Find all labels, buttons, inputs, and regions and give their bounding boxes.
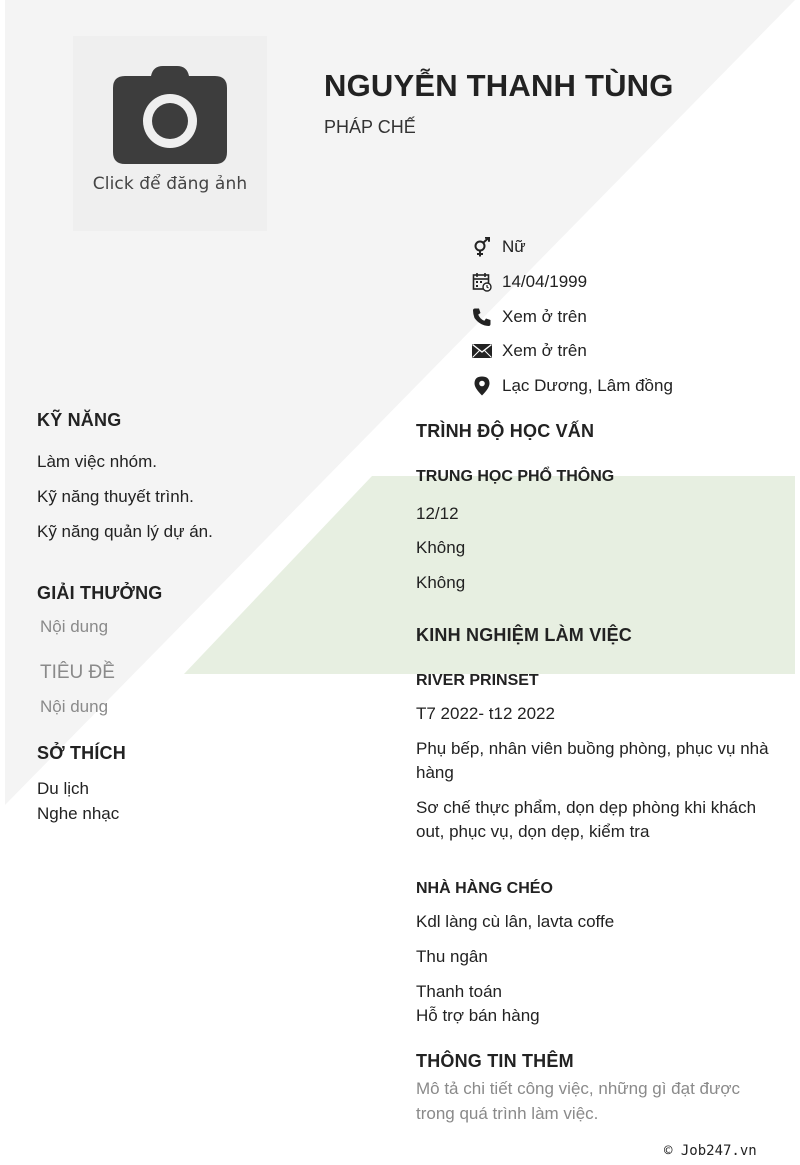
list-item: Kỹ năng quản lý dự án. [37,522,213,541]
list-item: Nghe nhạc [37,804,120,823]
location-pin-icon [471,375,493,397]
camera-icon [111,64,229,168]
awards-content-2: Nội dung [40,697,109,716]
job-entry [416,880,776,1028]
email-value: Xem ở trên [502,341,587,361]
hobbies-title: SỞ THÍCH [37,743,126,763]
awards-title: GIẢI THƯỞNG [37,583,163,603]
candidate-name: NGUYỄN THANH TÙNG [324,68,674,103]
job-period: T7 2022- t12 2022 [416,704,555,723]
awards-content: Nội dung [40,617,109,636]
extra-info-content: Mô tả chi tiết công việc, những gì đạt được trong quá trình làm việc. [416,1079,741,1123]
job-position: PHÁP CHẾ [324,117,416,137]
contact-email [471,334,673,369]
list-item: Du lịch [37,779,89,798]
job-entry [416,672,776,855]
contact-birthday [471,265,673,300]
job-role: Thu ngân [416,947,488,966]
photo-caption: Click để đăng ảnh [92,174,248,194]
job-location: Kdl làng cù lân, lavta coffe [416,912,615,931]
address-value: Lạc Dương, Lâm đồng [502,376,673,396]
calendar-icon [471,271,493,293]
extra-info-title: THÔNG TIN THÊM [416,1051,574,1071]
experience-title: KINH NGHIỆM LÀM VIỆC [416,625,633,645]
job-company: RIVER PRINSET [416,672,539,689]
mail-icon [471,340,493,362]
education-line: Không [416,573,466,592]
skills-title: KỸ NĂNG [37,410,122,430]
skills-list [37,450,213,555]
hobbies-list [37,776,119,826]
education-line: Không [416,538,466,557]
job-description: Thanh toán Hỗ trợ bán hàng [416,982,540,1025]
awards-subtitle: TIÊU ĐỀ [40,662,115,683]
list-item: Kỹ năng thuyết trình. [37,487,194,506]
education-line: 12/12 [416,504,459,523]
contact-list [471,230,673,403]
phone-value: Xem ở trên [502,306,587,326]
list-item: Làm việc nhóm. [37,452,157,471]
contact-gender [471,230,673,265]
job-company: NHÀ HÀNG CHÉO [416,880,553,897]
contact-phone [471,299,673,334]
gender-value: Nữ [502,237,526,257]
footer-copyright: © Job247.vn [664,1143,757,1159]
gender-icon [471,236,493,258]
job-description: Sơ chế thực phẩm, dọn dẹp phòng khi khách out, phục vụ, dọn dẹp, kiểm tra [416,798,757,841]
job-role: Phụ bếp, nhân viên buồng phòng, phục vụ nhà hàng [416,739,769,782]
birthday-value: 14/04/1999 [502,272,588,292]
education-title: TRÌNH ĐỘ HỌC VẤN [416,421,595,441]
education-school: TRUNG HỌC PHỔ THÔNG [416,468,615,485]
photo-upload[interactable] [73,36,267,231]
phone-icon [471,306,493,328]
contact-address [471,369,673,404]
